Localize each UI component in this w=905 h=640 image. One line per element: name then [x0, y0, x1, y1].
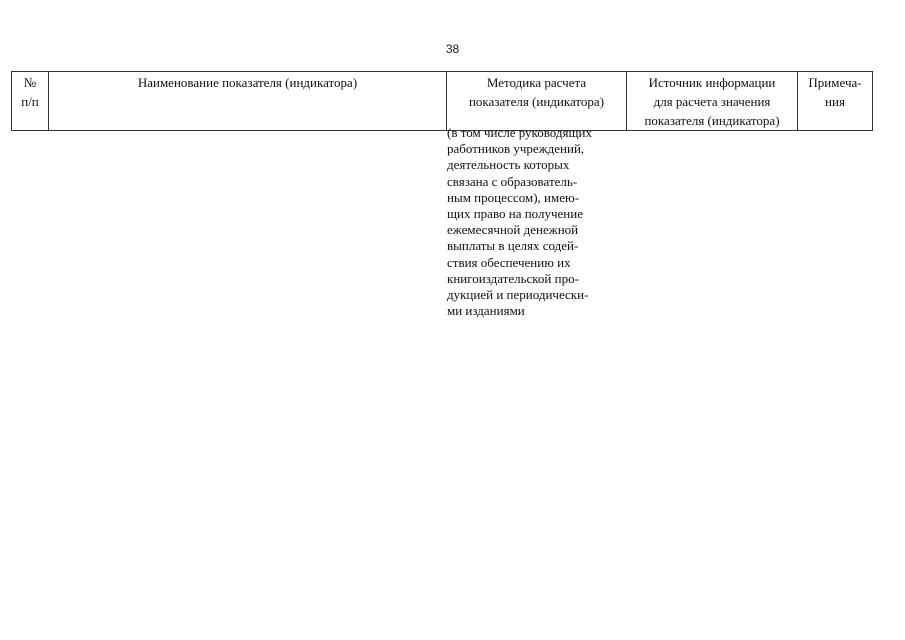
page-number: 38 [445, 42, 460, 56]
header-calculation-method-line2: показателя (индикатора) [468, 94, 605, 109]
method-text-line: ным процессом), имею- [447, 189, 580, 205]
header-notes-line1: Примеча- [808, 75, 862, 90]
indicator-table [11, 71, 873, 131]
header-indicator-name [49, 72, 447, 131]
method-text-line: ствия обеспечению их [447, 254, 571, 270]
header-notes [798, 72, 873, 131]
method-text-line: щих право на получение [447, 206, 583, 222]
header-row-number-line2: п/п [21, 94, 39, 109]
header-calculation-method [447, 72, 627, 131]
method-text-line: выплаты в целях содей- [447, 238, 579, 254]
method-text-line: книгоиздательской про- [447, 270, 579, 286]
header-indicator-name-text: Наименование показателя (индикатора) [137, 75, 358, 90]
header-information-source-line3: показателя (индикатора) [644, 113, 780, 128]
header-information-source [627, 72, 798, 131]
header-row-number [12, 72, 49, 131]
method-text-line: работников учреждений, [447, 141, 585, 157]
method-text-line: (в том числе руководящих [447, 125, 592, 140]
header-information-source-line1: Источник информации [648, 75, 776, 90]
method-text-line: связана с образователь- [447, 173, 578, 189]
table-header-row [12, 72, 873, 131]
header-calculation-method-line1: Методика расчета [486, 75, 587, 90]
method-text-line: ми изданиями [447, 303, 525, 319]
method-text-line: дукцией и периодически- [447, 287, 589, 303]
method-text-line: деятельность которых [447, 157, 570, 173]
method-text-line: ежемесячной денежной [447, 222, 579, 238]
header-row-number-line1: № [23, 75, 37, 90]
calculation-method-continuation [447, 125, 623, 319]
header-notes-line2: ния [825, 94, 845, 109]
header-information-source-line2: для расчета значения [653, 94, 771, 109]
